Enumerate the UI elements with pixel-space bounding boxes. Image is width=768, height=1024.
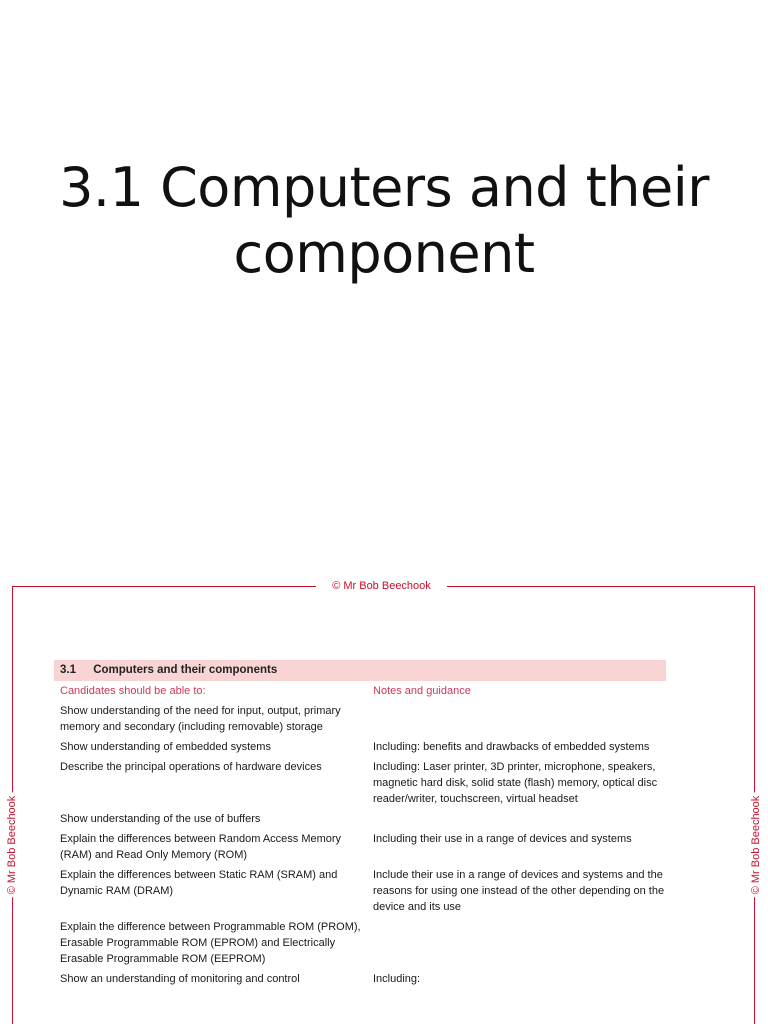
row-objective: Show an understanding of monitoring and control: [60, 973, 300, 985]
row-objective: Show understanding of the use of buffers: [60, 813, 261, 825]
row-guidance: Including their use in a range of devices and systems: [373, 833, 632, 845]
column-heading-candidates: Candidates should be able to:: [60, 685, 206, 697]
row-objective: Explain the differences between Static RAM (SRAM) and Dynamic RAM (DRAM): [60, 869, 338, 897]
table-row: [54, 971, 666, 987]
row-objective: Show understanding of embedded systems: [60, 741, 271, 753]
column-heading-notes: Notes and guidance: [373, 685, 471, 697]
row-guidance: Including: benefits and drawbacks of embedded systems: [373, 741, 650, 753]
syllabus-table: [54, 660, 666, 987]
section-header: [54, 660, 666, 681]
row-guidance: [367, 919, 666, 967]
row-guidance: [367, 811, 666, 827]
row-guidance: Including:: [373, 973, 421, 985]
frame-border-top-right: [447, 586, 755, 587]
row-guidance: [367, 703, 666, 735]
table-row: [54, 919, 666, 967]
frame-border-top-left: [12, 586, 316, 587]
row-objective: Explain the difference between Programmable ROM (PROM), Erasable Programmable ROM (EPROM) and Electrically Erasable Programmable ROM (EEPROM): [60, 921, 361, 965]
row-objective: Describe the principal operations of hardware devices: [60, 761, 322, 773]
row-guidance: Include their use in a range of devices and systems and the reasons for using one instead of the other depending on the device and its use: [373, 869, 665, 913]
section-title: Computers and their components: [93, 664, 278, 676]
row-guidance: Including: Laser printer, 3D printer, microphone, speakers, magnetic hard disk, solid state (flash) memory, optical disc reader/writer, touchscreen, virtual headset: [373, 761, 658, 805]
table-row: [54, 811, 666, 827]
section-number: 3.1: [60, 664, 76, 676]
slide-title: 3.1 Computers and their component: [59, 156, 709, 285]
column-headings: [54, 683, 666, 699]
row-objective: Explain the differences between Random Access Memory (RAM) and Read Only Memory (ROM): [60, 833, 342, 861]
copyright-left: © Mr Bob Beechook: [5, 793, 19, 898]
table-row: [54, 739, 666, 755]
table-row: [54, 831, 666, 863]
table-row: [54, 759, 666, 807]
row-objective: Show understanding of the need for input, output, primary memory and secondary (including removable) storage: [60, 705, 341, 733]
table-row: [54, 867, 666, 915]
copyright-top: © Mr Bob Beechook: [332, 580, 431, 592]
copyright-right: © Mr Bob Beechook: [749, 793, 763, 898]
table-row: [54, 703, 666, 735]
